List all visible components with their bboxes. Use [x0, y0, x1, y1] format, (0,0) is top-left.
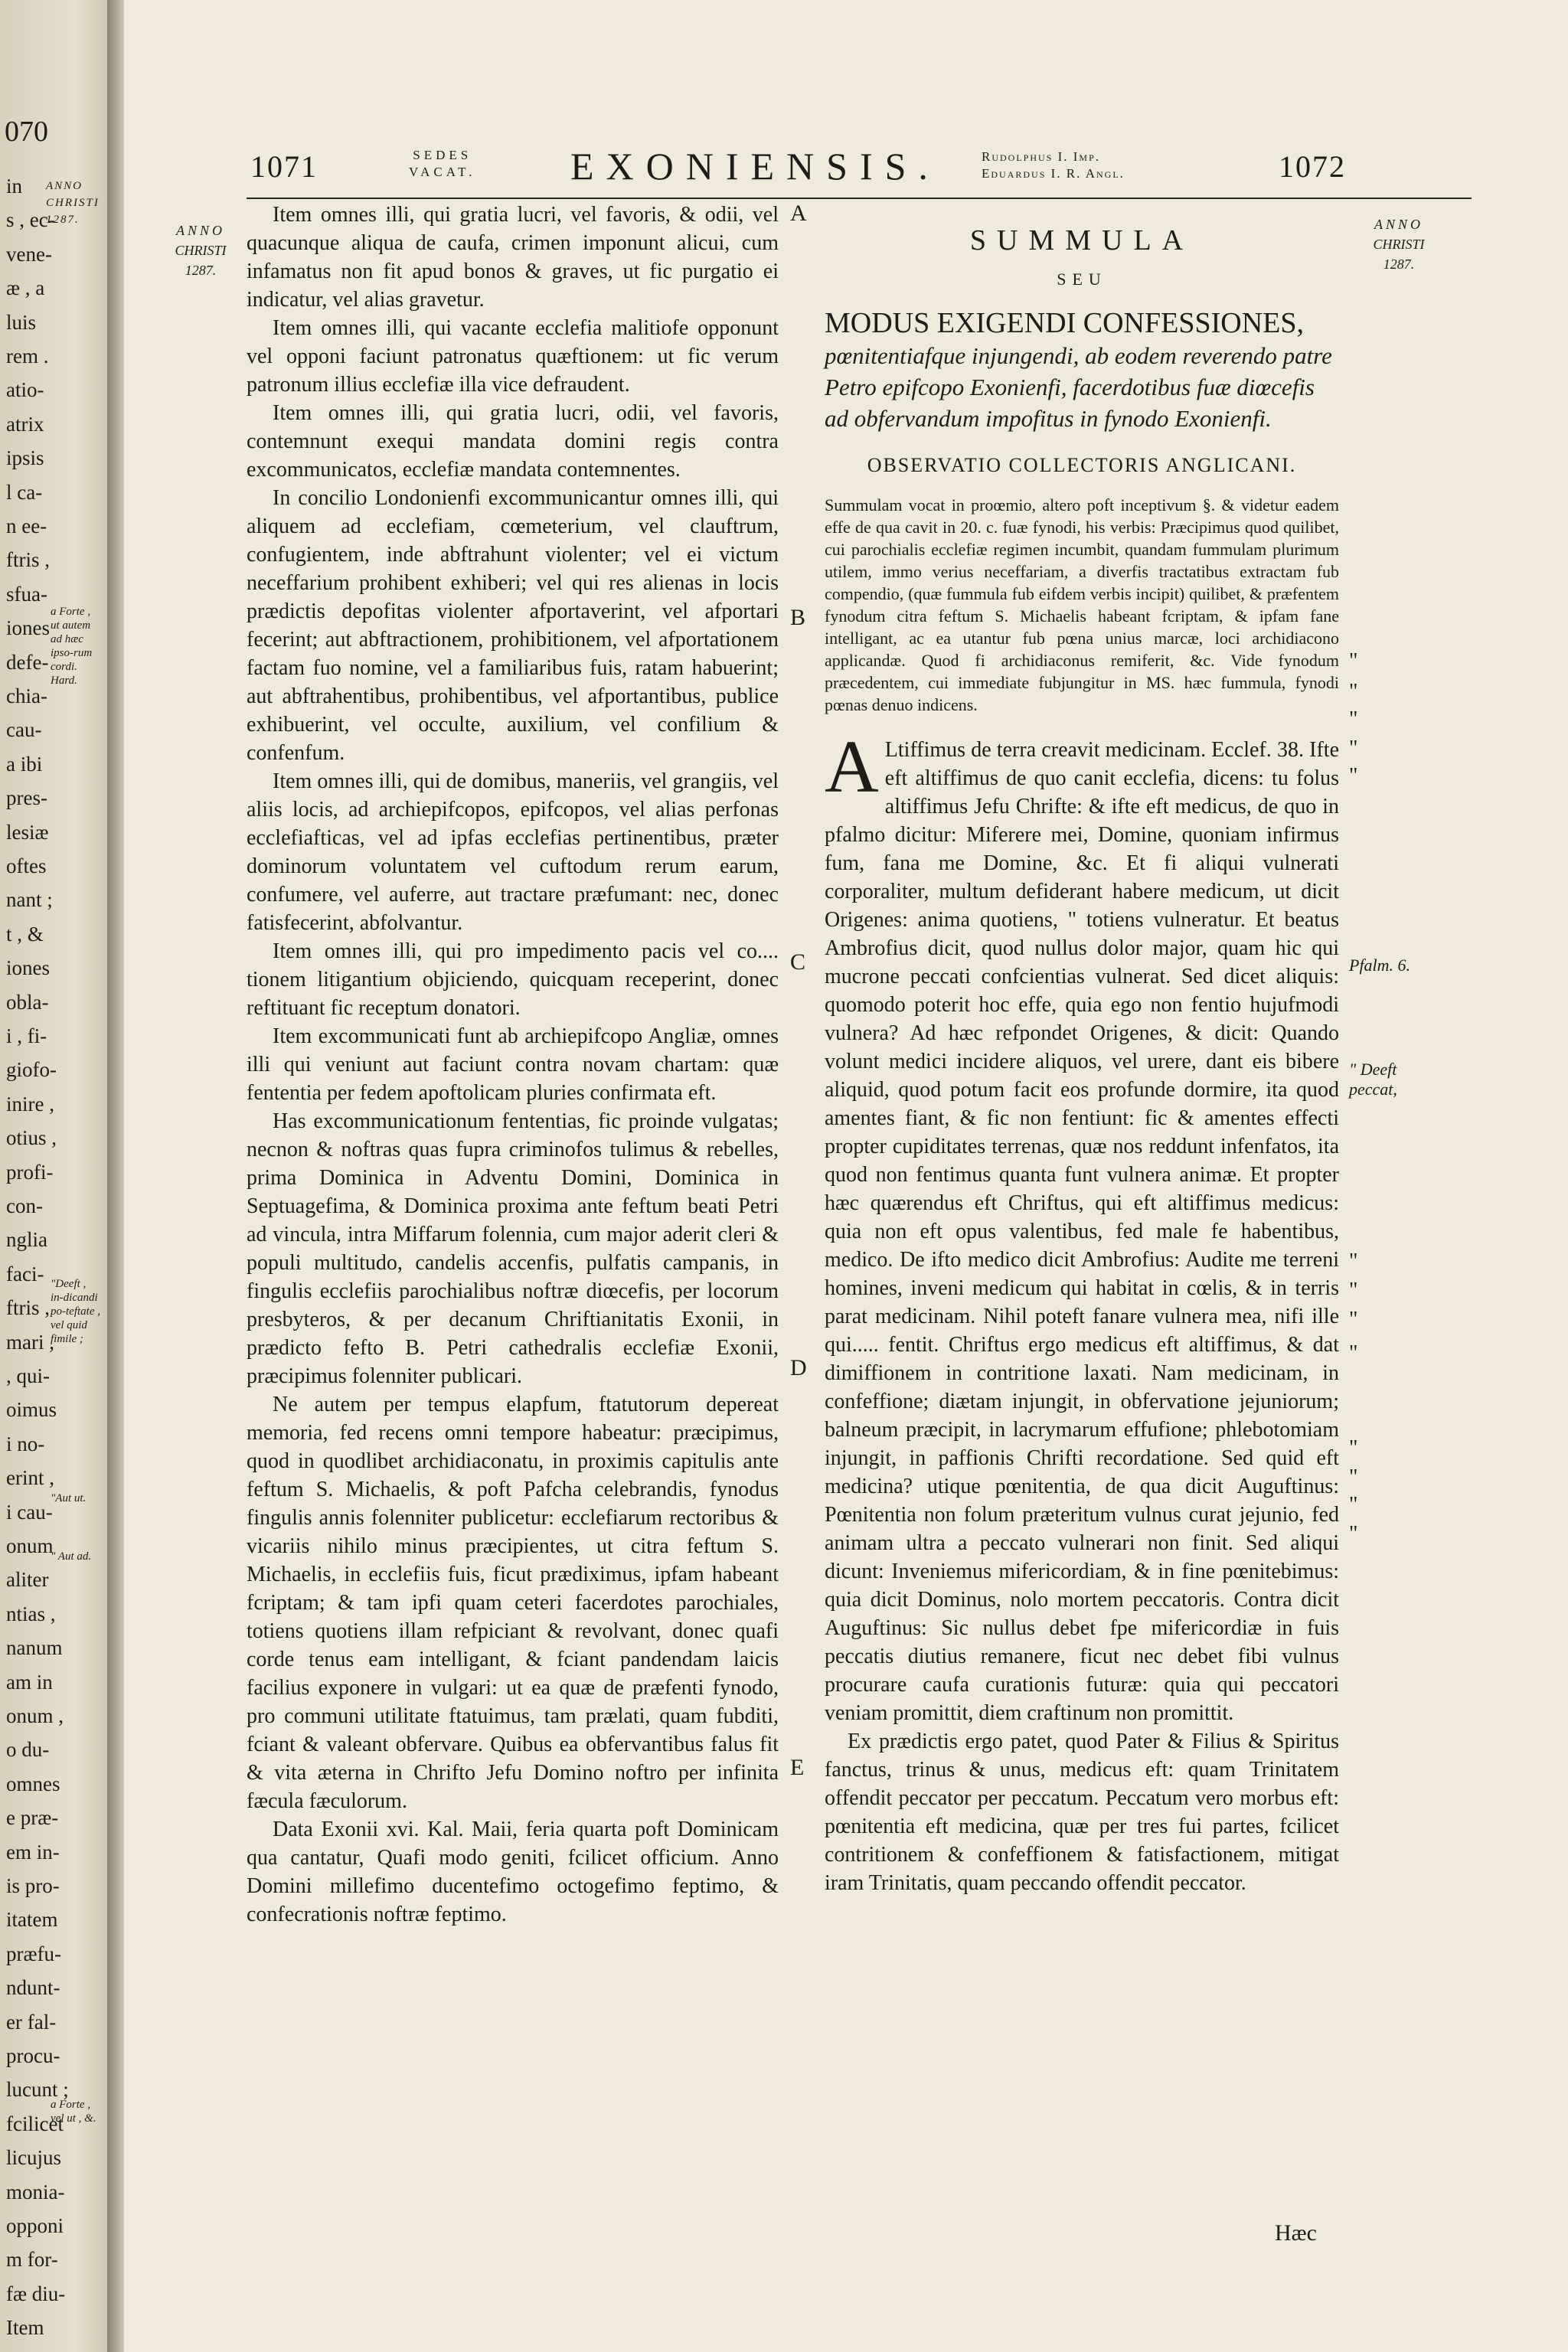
previous-page-line: i no- — [6, 1432, 45, 1455]
quote-mark: " — [1349, 1279, 1358, 1302]
previous-page-line: monia- — [6, 2180, 65, 2203]
previous-page-line: a ibi — [6, 752, 43, 776]
previous-page-anno: ANNO CHRISTI 1287. — [46, 180, 100, 226]
margin-note-deest: " Deeft peccat, — [1349, 1060, 1397, 1099]
previous-page-line: itatem — [6, 1908, 58, 1932]
main-paragraph-2: Ex prædictis ergo patet, quod Pater & Filius & Spiritus fanctus, trinus & unus, medicus eft: quam Trinitatem offendit peccator per peccatum. Peccatum vero morbus eft: pœnitentia eft medicina, quæ per tres fui partes, fcilicet contritionem & confeffionem & fatisfactionem, mitigat iram Trinitatis, quam peccando offendit peccator. — [825, 1730, 1339, 1895]
anno-label: ANNO — [1374, 217, 1423, 232]
previous-page-line: nant ; — [6, 888, 53, 912]
previous-page-line: i , fi- — [6, 1024, 47, 1047]
quote-mark: " — [1349, 1436, 1358, 1460]
drop-capital: A — [825, 726, 879, 808]
previous-page-line: o du- — [6, 1738, 50, 1762]
previous-page-margin-note: "Aut ut. — [51, 1492, 87, 1504]
quote-mark: " — [1349, 649, 1358, 673]
observatio-heading: OBSERVATIO COLLECTORIS ANGLICANI. — [867, 454, 1297, 476]
right-column — [825, 216, 1339, 2222]
previous-page-line: Item — [6, 2316, 44, 2340]
vacat-label: VACAT. — [409, 165, 476, 179]
previous-page-line: atrix — [6, 412, 44, 436]
previous-page-number: 070 — [5, 116, 48, 148]
previous-page-margin-note: a Forte , vel ut , &. — [51, 2099, 96, 2125]
paragraph: Item omnes illi, qui gratia lucri, vel favoris, & odii, vel quacunque aliqua de caufa, crimen imponunt alicui, cum infamatus non fit apud bonos & graves, ut fic purgatio ei indicatur, vel alias gravetur. — [247, 203, 779, 312]
christi-label: CHRISTI — [175, 243, 227, 258]
main-paragraph-1: Ltiffimus de terra creavit medicinam. Ecclef. 38. Ifte eft altiffimus de quo canit ecclefia, dicens: tu folus altiffimus Jefu Chrifte: & ifte eft medicus, de quo in pfalmo dicitur: Miferere mei, Domine, quoniam infirmus fum, fana me Domine, &c. Et fi aliqui vulnerati corporaliter, multum defiderant habere medicum, ut dicit Origenes: anima quotiens, " totiens vulneratur. Et beatus Ambrofius dicit, quod nullus dolor major, quam hic qui mucrone peccati confcientias vulnerat. Sed dicet aliquis: quomodo poterit hoc effe, quia ego non fentio hujufmodi vulnera? Ad hæc refpondet Origenes, & dicit: Quando volunt medici incidere aliquos, vel urere, dant eis bibere aliquid, quod potum facit eos profunde dormire, ita quod amentes fiant, & fic non fentiunt: fic & amentes effecti propter cupiditates terrenas, quæ nos reddunt infenfatos, ita quod non fentimus quanta funt vulnera animæ. Et propter hæc quærendus eft Chriftus, qui eft altiffimus medicus: quia non eft opus valentibus, fed male fe habentibus, medico. De ifto medico dicit Ambrofius: Audite me terreni homines, inveni medicum qui habitat in cœlis, & in terris parat medicinam. Nihil poteft fanare vulnera mea, nifi ille qui..... fentit. Chriftus ergo medicus eft altiffimus, & dat dimiffionem in contritione laxati. Nam medicinam, in confeffione; diætam injungit, in obfervatione jejuniorum; balneum præcipit, in lacrymarum effufione; phlebotomiam injungit, in paffionis Chrifti recordatione. Sed quid eft medicina? utique pœnitentia, de qua dicit Auguftinus: Pœnitentia non folum præteritum vulnus curat jejunio, fed animam ultra a peccato vulnerari non finit. Sed aliqui dicunt: Inveniemus mifericordiam, & in fine pœnitebimus: quia dicit Dominus, nolo mortem peccatoris. Contra dicit Auguftinus: Sic nullus debet fpe mifericordiæ in fuis peccatis diutius remanere, ficut nec debet fibi vulnus procurare caufa curationis futuræ: quia qui peccatori veniam promittit, diem craftinum non promittit. — [825, 738, 1339, 1725]
previous-page-margin-note: " Aut ad. — [51, 1550, 92, 1563]
previous-page-line: profi- — [6, 1160, 54, 1184]
paragraph: Item omnes illi, qui pro impedimento pacis vel co.... tionem litigantium objiciendo, quicquam receperint, donec reftituant fic receptum donatori. — [247, 939, 779, 1020]
previous-page-line: n ee- — [6, 514, 47, 537]
paragraph: Item omnes illi, qui gratia lucri, odii, vel favoris, contemnunt exequi mandata domini regis contra excommunicatos, ecclefiæ mandata contemnentes. — [247, 401, 779, 482]
reign-line-1: Rudolphus I. Imp. — [982, 149, 1101, 164]
section-letter-b: B — [790, 605, 806, 630]
section-letter-c: C — [790, 949, 806, 975]
paragraph: Data Exonii xvi. Kal. Maii, feria quarta poft Dominicam qua cantatur, Quafi modo geniti, fcilicet officium. Anno Domini millefimo ducentefimo octogefimo feptimo, & confecrationis noftræ feptimo. — [247, 1818, 779, 1926]
previous-page-line: licujus — [6, 2146, 61, 2170]
quote-mark: " — [1349, 764, 1358, 788]
paragraph: Item omnes illi, qui vacante ecclefia malitiofe opponunt vel opponi faciunt patronatus quæftionem: ut fic verum patronum illius ecclefiæ illa vice defraudent. — [247, 316, 779, 397]
anno-label: ANNO — [175, 223, 225, 238]
previous-page-edge — [0, 0, 107, 2352]
year-label: 1287. — [1383, 256, 1415, 272]
catchword: Hæc — [1275, 2220, 1317, 2246]
previous-page-line: e præ- — [6, 1806, 59, 1830]
year-label: 1287. — [185, 263, 217, 278]
page-number-left: 1071 — [250, 149, 318, 184]
previous-page-line: cau- — [6, 718, 42, 742]
previous-page-line: vene- — [6, 242, 52, 266]
quote-mark: " — [1349, 1465, 1358, 1489]
paragraph: Ne autem per tempus elapfum, ftatutorum depereat memoria, fed recens omni tempore habeatur: præcipimus, quod in quodlibet archidiaconatu, in proximis capitulis ante feftum S. Michaelis, & poft Pafcha celebrandis, fynodus fingulis annis folenniter publicetur: ecclefiarum rectoribus & vicariis nihilo minus præcipientes, ut citra feftum S. Michaelis, in ecclefiis fuis, ficut prædiximus, ipfam habeant fcriptam; & tam ipfi quam ceteri facerdotes parochiales, totiens quotiens illam refpiciant & revolvant, donec quafi corde tenus eam intelligant, & fciant pandendam laicis facilius exponere in vulgari: ut ea quæ de præfenti fynodo, pro communi utilitate ftatuimus, tam prælati, quam fubditi, fciant & valeant obfervare. Quibus ea obfervantibus falus fit & vita æterna in Chrifto Jefu Domino noftro per infinita fæcula fæculorum. — [247, 1393, 779, 1813]
previous-page-line: opponi — [6, 2214, 64, 2237]
quote-mark: " — [1349, 1522, 1358, 1546]
paragraph: Item omnes illi, qui de domibus, maneriis, vel grangiis, vel aliis locis, ad archiepifcopos, epifcopos, vel alias perfonas ecclefiafticas, vel ad ipfas ecclefias pertinentibus, præter dominorum voluntatem vel cuftodum rerum earum, confumere, vel auferre, aut tractare præfumant: nec, donec fatisfecerint, abfolvantur. — [247, 769, 779, 935]
previous-page-line: t , & — [6, 922, 44, 946]
sedes-label: SEDES — [413, 148, 472, 162]
previous-page-line: oftes — [6, 854, 47, 877]
previous-page-line: aliter — [6, 1568, 49, 1592]
quote-mark: " — [1349, 1493, 1358, 1517]
quote-mark: " — [1349, 680, 1358, 704]
previous-page-line: fæ diu- — [6, 2282, 66, 2305]
modus-title: MODUS EXIGENDI CONFESSIONES, — [825, 307, 1304, 339]
modus-subtitle: pœnitentiafque injungendi, ab eodem reverendo patre Petro epifcopo Exonienfi, facerdotibus fuæ diœcefis ad obfervandum impofitus in fynodo Exonienfi. — [825, 342, 1332, 432]
quote-mark: " — [1349, 1341, 1358, 1365]
margin-year-right — [1349, 214, 1449, 274]
previous-page-line: chia- — [6, 684, 47, 707]
previous-page-line: con- — [6, 1194, 43, 1217]
previous-page-line: faci- — [6, 1262, 44, 1285]
previous-page-line: præfu- — [6, 1942, 61, 1965]
previous-page-line: am in — [6, 1670, 53, 1694]
running-title: EXONIENSIS. — [570, 145, 940, 188]
previous-page-line: , qui- — [6, 1364, 50, 1387]
quote-mark: " — [1349, 1250, 1358, 1273]
previous-page-line: ndunt- — [6, 1976, 60, 2000]
previous-page-line: em in- — [6, 1840, 60, 1864]
reign-line-2: Eduardus I. R. Angl. — [982, 166, 1125, 181]
previous-page-line: iones — [6, 956, 50, 980]
previous-page-line: ntias , — [6, 1602, 56, 1625]
margin-year-left — [159, 220, 242, 280]
previous-page-line: omnes — [6, 1772, 60, 1795]
page-number-right: 1072 — [1279, 149, 1346, 184]
paragraph: Has excommunicationum fententias, fic proinde vulgatas; necnon & noftras quas fupra criminofos tulimus & rebelles, prima Dominica in Adventu Domini, Dominica in Septuagefima, & Dominica proxima ante feftum beati Petri ad vincula, intra Miffarum folennia, cum major aderit cleri & populi multitudo, candelis accenfis, pulfatis campanis, in fingulis ecclefiis parochialibus noftræ diœcefis, per locorum presbyteros, & per decanum Chriftianitatis Exonii, in prædicto fefto B. Petri cathedralis ecclefiæ Exonii, præcipimus folenniter publicari. — [247, 1109, 779, 1388]
observatio-text: Summulam vocat in proœmio, altero poft inceptivum §. & videtur eadem effe de qua cavit in 20. c. fuæ fynodi, his verbis: Præcipimus quod quilibet, cui parochialis ecclefiæ regimen incumbit, quandam fummulam plurimum utilem, immo verius neceffariam, a diverfis tractatibus extractam fub compendio, (quæ fummula fub eifdem verbis incipit) quilibet, & præfentem fynodum citra feftum S. Michaelis habeant fcriptam, & ipfam fane intelligant, ac ea utantur fub pœna unius marcæ, loci archidiacono applicandæ. Quod fi archidiaconus remiferit, &c. Vide fynodum præcedentem, cui immediate fubjungitur in MS. hæc fummula, fynodi pœnas denuo indicens. — [825, 495, 1339, 714]
previous-page-line: s , ec- — [6, 208, 55, 232]
header-rule — [247, 198, 1472, 199]
previous-page-line: nanum — [6, 1636, 63, 1660]
previous-page-margin-note: "Deeft , in-dicandi po-teftate , vel quid fimile ; — [51, 1278, 100, 1345]
paragraph: Item excommunicati funt ab archiepifcopo Angliæ, omnes illi qui veniunt aut faciunt contra novam chartam: quæ fententia per fedem apoftolicam pluries confirmata eft. — [247, 1024, 779, 1105]
previous-page-line: l ca- — [6, 480, 43, 504]
book-gutter — [107, 0, 124, 2352]
previous-page-line: lucunt ; — [6, 2078, 69, 2102]
previous-page-line: luis — [6, 310, 37, 334]
previous-page-line: i cau- — [6, 1500, 53, 1524]
previous-page-line: ftris , — [6, 1296, 50, 1320]
section-letter-d: D — [790, 1355, 807, 1380]
previous-page-line: pres- — [6, 786, 47, 810]
previous-page-line: in — [6, 175, 23, 198]
quote-mark: " — [1349, 737, 1358, 760]
previous-page-line: æ , a — [6, 276, 45, 300]
quote-mark: " — [1349, 707, 1358, 731]
previous-page-line: onum — [6, 1534, 54, 1557]
previous-page-line: lesiæ — [6, 820, 49, 844]
previous-page-line: mari , — [6, 1330, 54, 1354]
running-header — [124, 138, 1568, 199]
previous-page-line: atio- — [6, 378, 44, 402]
previous-page-line: sfua- — [6, 582, 47, 606]
quote-mark: " — [1349, 1308, 1358, 1331]
previous-page-line: ipsis — [6, 446, 44, 470]
section-letter-a: A — [790, 201, 807, 226]
previous-page-line: onum , — [6, 1704, 64, 1727]
previous-page-line: inire , — [6, 1092, 54, 1116]
previous-page-line: erint , — [6, 1466, 54, 1490]
previous-page-line: fcilicet — [6, 2112, 64, 2135]
seu-heading: SEU — [1057, 270, 1107, 289]
christi-label: CHRISTI — [1373, 237, 1425, 252]
previous-page-line: otius , — [6, 1126, 57, 1150]
previous-page-line: procu- — [6, 2044, 60, 2067]
previous-page-line: iones — [6, 616, 50, 640]
previous-page-line: defe- — [6, 650, 49, 674]
previous-page-line: giofo- — [6, 1058, 57, 1082]
previous-page-margin-note: a Forte , ut autem ad hæc ipso-rum cordi. Hard. — [51, 606, 93, 687]
previous-page-line: m for- — [6, 2248, 58, 2272]
previous-page-line: obla- — [6, 990, 49, 1014]
section-letter-e: E — [790, 1755, 805, 1780]
left-column — [247, 201, 779, 2230]
main-text — [825, 726, 1339, 1897]
previous-page-line: nglia — [6, 1228, 47, 1252]
sedes-vacat — [409, 147, 475, 181]
margin-note-psalm: Pfalm. 6. — [1349, 956, 1411, 975]
previous-page-line: ftris , — [6, 548, 50, 572]
previous-page-line: oimus — [6, 1398, 57, 1422]
previous-page-line: rem . — [6, 345, 49, 368]
book-page — [124, 0, 1568, 2352]
previous-page-line: is pro- — [6, 1874, 60, 1897]
reign-note — [982, 149, 1125, 182]
previous-page-line: er fal- — [6, 2010, 57, 2034]
summula-heading: SUMMULA — [969, 224, 1194, 256]
paragraph: In concilio Londonienfi excommunicantur omnes illi, qui aliquem ad ecclefiam, cœmeterium, vel clauftrum, confugientem, inde abftrahunt violenter; vel ei victum neceffarium prohibent exhiberi; vel qui res alienas in locis prædictis depofitas violenter afportaverint, vel afportari fecerint; aut abftractionem, prohibitionem, vel afportationem factam fuo nomine, vel a familiaribus fuis, ratam habuerint; aut abftrahentibus, prohibentibus, vel afportantibus, publice exhibuerint, vel occulte, auxilium, vel confilium & confenfum. — [247, 486, 779, 765]
